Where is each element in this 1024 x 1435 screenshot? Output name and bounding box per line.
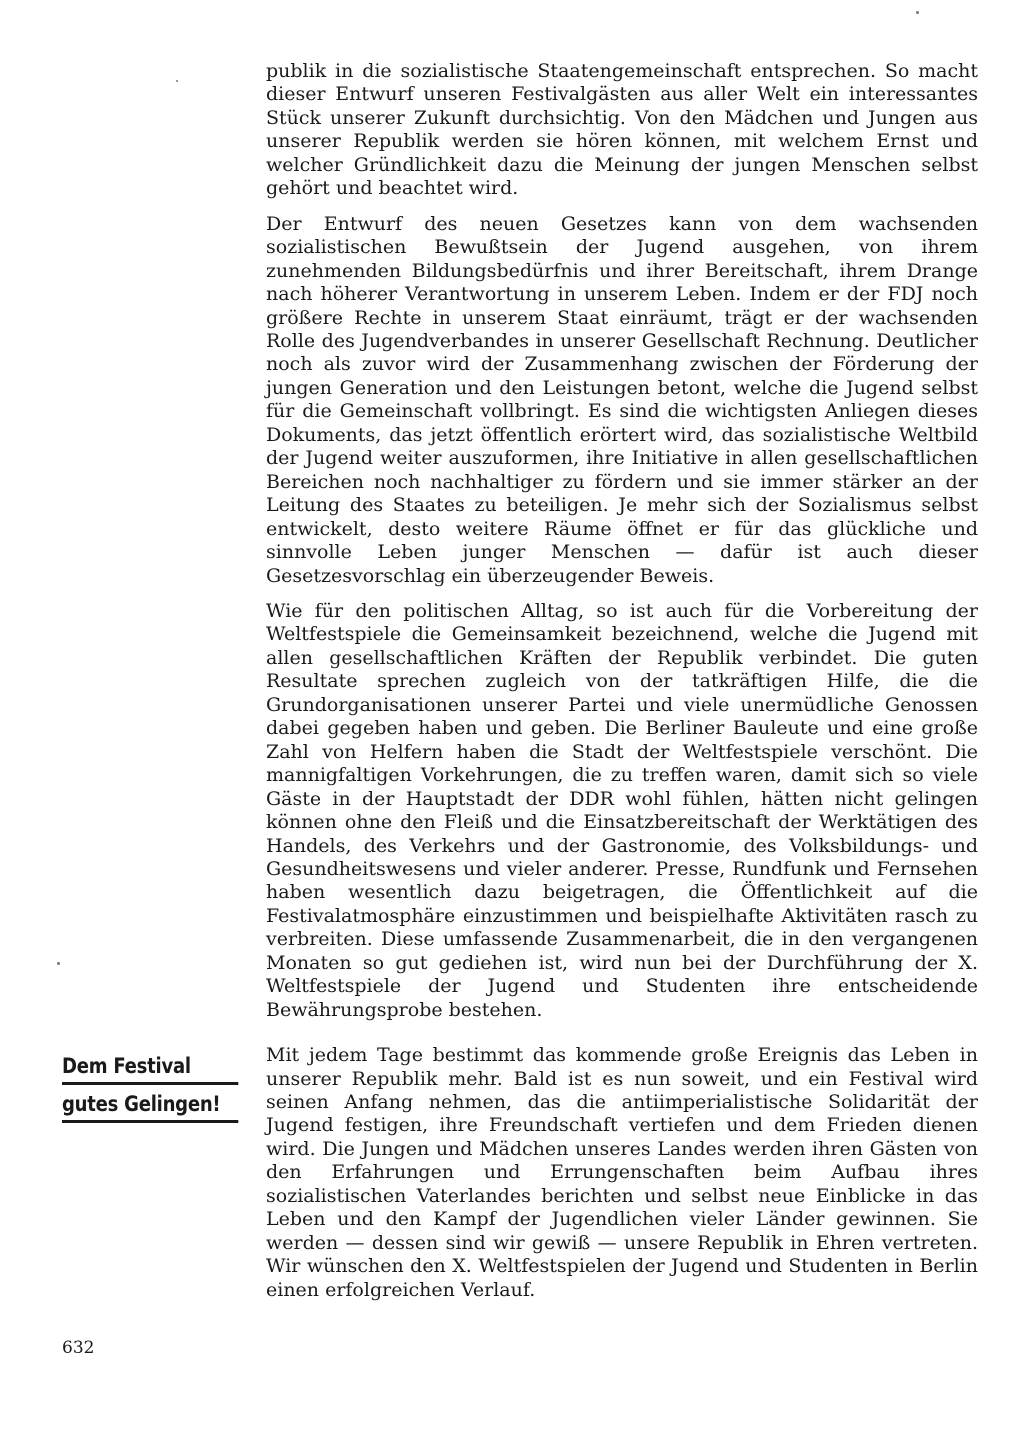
margin-heading-line-1: Dem Festival	[62, 1051, 238, 1085]
paragraph-1: publik in die sozialistische Staatengemeinschaft entsprechen. So macht dieser Entwurf unseren Festivalgästen aus aller Welt ein interessantes Stück unserer Zukunft durchsichtig. Von den Mädchen und Jungen aus unserer Republik werden sie hören können, mit welchem Ernst und welcher Gründlichkeit dazu die Meinung der jungen Menschen selbst gehört und beachtet wird.	[266, 60, 978, 200]
margin-heading-line-2: gutes Gelingen!	[62, 1089, 238, 1123]
article-body	[266, 60, 978, 1302]
paragraph-4: Mit jedem Tage bestimmt das kommende große Ereignis das Leben in unserer Republik mehr. Bald ist es nun soweit, und ein Festival wird seinen Anfang nehmen, das die antiimperialistische Solidarität der Jugend festigen, ihre Freundschaft vertiefen und dem Frieden dienen wird. Die Jungen und Mädchen unseres Landes werden ihren Gästen von den Erfahrungen und Errungenschaften beim Aufbau ihres sozialistischen Vaterlandes berichten und selbst neue Einblicke in das Leben und den Kampf der Jugendlichen vieler Länder gewinnen. Sie werden — dessen sind wir gewiß — unsere Republik in Ehren vertreten. Wir wünschen den X. Weltfestspielen der Jugend und Studenten in Berlin einen erfolgreichen Verlauf.	[266, 1044, 978, 1301]
scan-speck	[57, 962, 60, 965]
paragraph-3: Wie für den politischen Alltag, so ist auch für die Vorbereitung der Weltfestspiele die Gemeinsamkeit bezeichnend, welche die Jugend mit allen gesellschaftlichen Kräften der Republik verbindet. Die guten Resultate sprechen zugleich von der tatkräftigen Hilfe, die die Grundorganisationen unserer Partei und viele unermüdliche Genossen dabei gegeben haben und geben. Die Berliner Bauleute und eine große Zahl von Helfern haben die Stadt der Weltfestspiele verschönt. Die mannigfaltigen Vorkehrungen, die zu treffen waren, damit sich so viele Gäste in der Hauptstadt der DDR wohl fühlen, hätten nicht gelingen können ohne den Fleiß und die Einsatzbereitschaft der Werktätigen des Handels, des Verkehrs und der Gastronomie, des Volksbildungs- und Gesundheitswesens und vieler anderer. Presse, Rundfunk und Fernsehen haben wesentlich dazu beigetragen, die Öffentlichkeit auf die Festivalatmosphäre einzustimmen und beispielhafte Aktivitäten rasch zu verbreiten. Diese umfassende Zusammenarbeit, die in den vergangenen Monaten so gut gediehen ist, wird nun bei der Durchführung der X. Weltfestspiele der Jugend und Studenten ihre entscheidende Bewährungsprobe bestehen.	[266, 599, 978, 1021]
scan-speck	[916, 11, 919, 14]
scan-speck	[176, 80, 178, 82]
margin-heading	[62, 1051, 221, 1127]
page-number: 632	[62, 1338, 95, 1358]
paragraph-2: Der Entwurf des neuen Gesetzes kann von dem wachsenden sozialistischen Bewußtsein der Jugend ausgehen, von ihrem zunehmenden Bildungsbedürfnis und ihrer Bereitschaft, ihrem Drange nach höherer Verantwortung in unserem Leben. Indem er der FDJ noch größere Rechte in unserem Staat einräumt, trägt er der wachsenden Rolle des Jugendverbandes in unserer Gesellschaft Rechnung. Deutlicher noch als zuvor wird der Zusammenhang zwischen der Förderung der jungen Generation und den Leistungen betont, welche die Jugend selbst für die Gemeinschaft vollbringt. Es sind die wichtigsten Anliegen dieses Dokuments, das jetzt öffentlich erörtert wird, das sozialistische Weltbild der Jugend weiter auszuformen, ihre Initiative in allen gesellschaftlichen Bereichen noch nachhaltiger zu fördern und sie immer stärker an der Leitung des Staates zu beteiligen. Je mehr sich der Sozialismus selbst entwickelt, desto weitere Räume öffnet er für das glückliche und sinnvolle Leben junger Menschen — dafür ist auch dieser Gesetzesvorschlag ein überzeugender Beweis.	[266, 212, 978, 587]
